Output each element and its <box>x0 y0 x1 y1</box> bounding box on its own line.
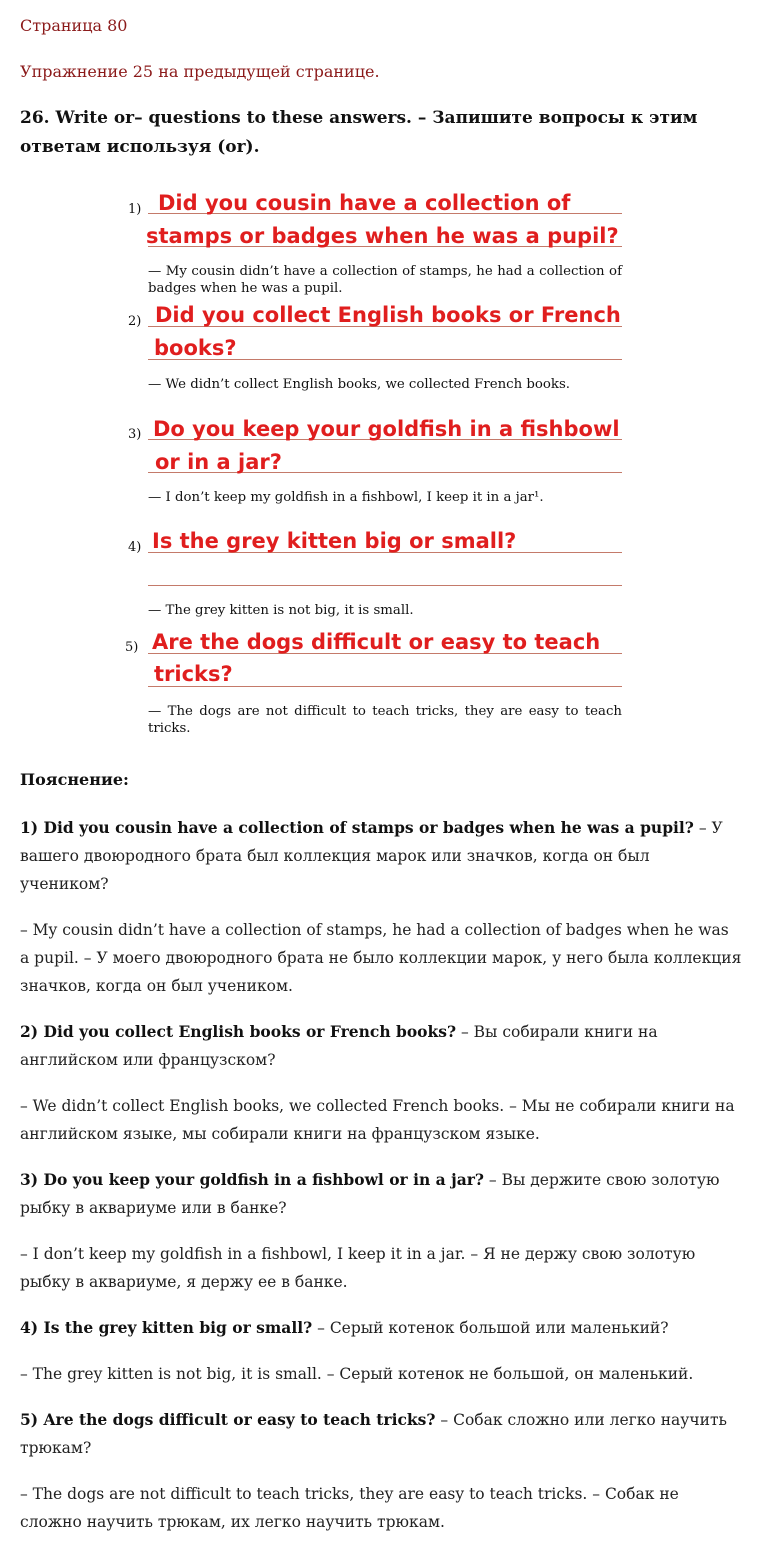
handwritten-question-line: books? <box>154 336 237 360</box>
explanation-paragraph: 2) Did you collect English books or French books? – Вы собирали книги на английском или французском? <box>20 1022 658 1069</box>
handwritten-question-line: Do you keep your goldfish in a fishbowl <box>153 417 620 441</box>
handwritten-question-line: tricks? <box>154 662 233 686</box>
handwritten-question-line: Are the dogs difficult or easy to teach <box>152 630 601 654</box>
item-number: 5) <box>125 640 139 655</box>
printed-answer: — We didn’t collect English books, we collected French books. <box>148 377 571 392</box>
handwritten-question-line: stamps or badges when he was a pupil? <box>146 224 619 248</box>
item-number: 3) <box>128 427 142 442</box>
page-number-link[interactable]: Страница 80 <box>20 16 128 35</box>
explanation-paragraph: – The dogs are not difficult to teach tricks, they are easy to teach tricks. – Собак не сложно научить трюкам, их легко научить трюкам. <box>20 1485 679 1531</box>
explanation-paragraph: 3) Do you keep your goldfish in a fishbowl or in a jar? – Вы держите свою золотую рыбку в аквариуме или в банке? <box>20 1170 720 1217</box>
answer-line <box>148 585 622 586</box>
handwritten-question-line: Is the grey kitten big or small? <box>152 529 517 553</box>
item-number: 4) <box>128 540 142 555</box>
item-number: 1) <box>128 202 142 217</box>
explanation-paragraph: 1) Did you cousin have a collection of stamps or badges when he was a pupil? – У вашего двоюродного брата был коллекция марок или значков, когда он был учеником? <box>20 818 723 893</box>
previous-exercise-link[interactable]: Упражнение 25 на предыдущей странице. <box>20 62 380 81</box>
task-title: 26. Write or– questions to these answers. – Запишите вопросы к этим ответам используя (or). <box>20 108 698 157</box>
answer-line <box>148 686 622 687</box>
item-number: 2) <box>128 314 142 329</box>
explanation-paragraph: – My cousin didn’t have a collection of stamps, he had a collection of badges when he was a pupil. – У моего двоюродного брата не было коллекции марок, у него была коллекция значков, когда он был учеником. <box>20 921 742 995</box>
printed-answer: — The grey kitten is not big, it is small. <box>148 603 414 618</box>
printed-answer: — The dogs are not difficult to teach tricks, they are easy to teach tricks. <box>148 704 622 736</box>
handwritten-question-line: Did you cousin have a collection of <box>158 191 571 215</box>
handwritten-question-line: or in a jar? <box>155 450 282 474</box>
printed-answer: — I don’t keep my goldfish in a fishbowl, I keep it in a jar¹. <box>148 490 544 505</box>
explanation-paragraph: 5) Are the dogs difficult or easy to teach tricks? – Собак сложно или легко научить трюкам? <box>20 1410 727 1457</box>
printed-answer: — My cousin didn’t have a collection of stamps, he had a collection of badges when he was a pupil. <box>148 264 622 296</box>
explanation-paragraph: – We didn’t collect English books, we collected French books. – Мы не собирали книги на английском языке, мы собирали книги на французском языке. <box>20 1097 735 1143</box>
explanation-paragraph: 4) Is the grey kitten big or small? – Серый котенок большой или маленький? <box>20 1318 669 1337</box>
explanation-paragraph: – I don’t keep my goldfish in a fishbowl, I keep it in a jar. – Я не держу свою золотую рыбку в аквариуме, я держу ее в банке. <box>20 1245 696 1291</box>
explanation-heading: Пояснение: <box>20 770 129 789</box>
handwritten-question-line: Did you collect English books or French <box>155 303 621 327</box>
worksheet-image <box>0 0 767 760</box>
explanation-paragraph: – The grey kitten is not big, it is small. – Серый котенок не большой, он маленький. <box>20 1365 694 1383</box>
